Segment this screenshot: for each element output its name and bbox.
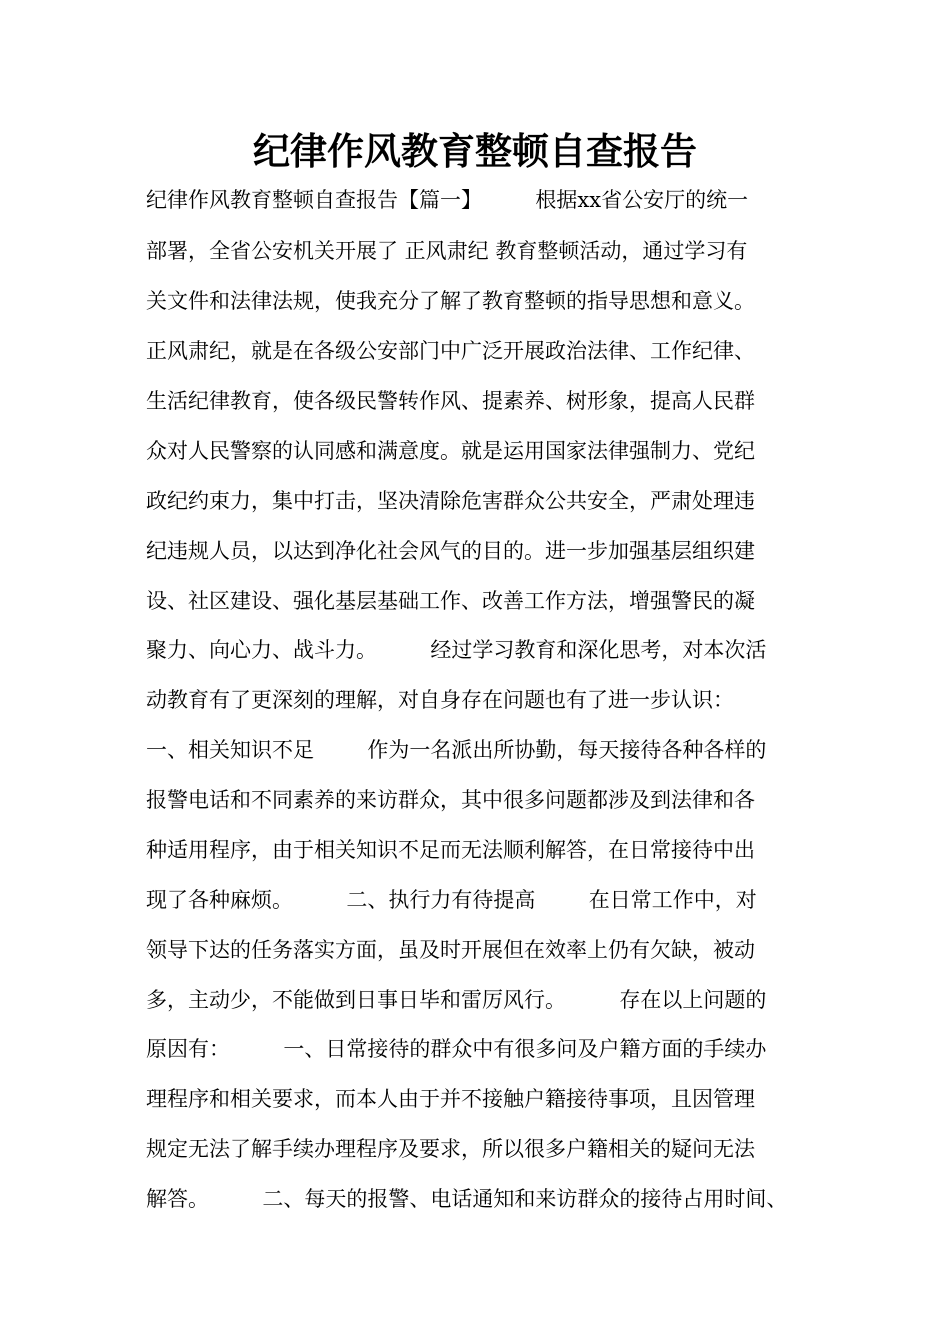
body-line: 生活纪律教育，使各级民警转作风、提素养、树形象，提高人民群: [146, 389, 755, 413]
body-line: 现了各种麻烦。 二、执行力有待提高 在日常工作中，对: [146, 888, 757, 912]
body-line: 种适用程序，由于相关知识不足而无法顺利解答，在日常接待中出: [146, 838, 755, 862]
body-line: 一、相关知识不足 作为一名派出所协勤，每天接待各种各样的: [146, 738, 767, 762]
body-line: 部署，全省公安机关开展了 正风肃纪 教育整顿活动，通过学习有: [146, 239, 748, 263]
body-line: 纪违规人员，以达到净化社会风气的目的。进一步加强基层组织建: [146, 539, 755, 563]
body-line: 设、社区建设、强化基层基础工作、改善工作方法，增强警民的凝: [146, 589, 755, 613]
body-line: 理程序和相关要求，而本人由于并不接触户籍接待事项，且因管理: [146, 1087, 755, 1111]
body-line: 众对人民警察的认同感和满意度。就是运用国家法律强制力、党纪: [146, 439, 755, 463]
document-title: 纪律作风教育整顿自查报告: [253, 130, 697, 173]
body-line: 规定无法了解手续办理程序及要求，所以很多户籍相关的疑问无法: [146, 1137, 755, 1161]
body-line: 纪律作风教育整顿自查报告【篇一】 根据xx省公安厅的统一: [146, 188, 749, 212]
body-line: 动教育有了更深刻的理解，对自身存在问题也有了进一步认识：: [146, 688, 734, 712]
body-line: 正风肃纪，就是在各级公安部门中广泛开展政治法律、工作纪律、: [146, 339, 755, 363]
body-line: 政纪约束力，集中打击，坚决清除危害群众公共安全，严肃处理违: [146, 489, 755, 513]
body-line: 报警电话和不同素养的来访群众，其中很多问题都涉及到法律和各: [146, 788, 755, 812]
body-line: 原因有： 一、日常接待的群众中有很多问及户籍方面的手续办: [146, 1037, 767, 1061]
body-line: 关文件和法律法规，使我充分了解了教育整顿的指导思想和意义。: [146, 289, 755, 313]
body-line: 解答。 二、每天的报警、电话通知和来访群众的接待占用时间、: [146, 1187, 788, 1211]
body-line: 领导下达的任务落实方面，虽及时开展但在效率上仍有欠缺，被动: [146, 938, 755, 962]
body-line: 聚力、向心力、战斗力。 经过学习教育和深化思考，对本次活: [146, 638, 767, 662]
body-line: 多，主动少，不能做到日事日毕和雷厉风行。 存在以上问题的: [146, 988, 767, 1012]
